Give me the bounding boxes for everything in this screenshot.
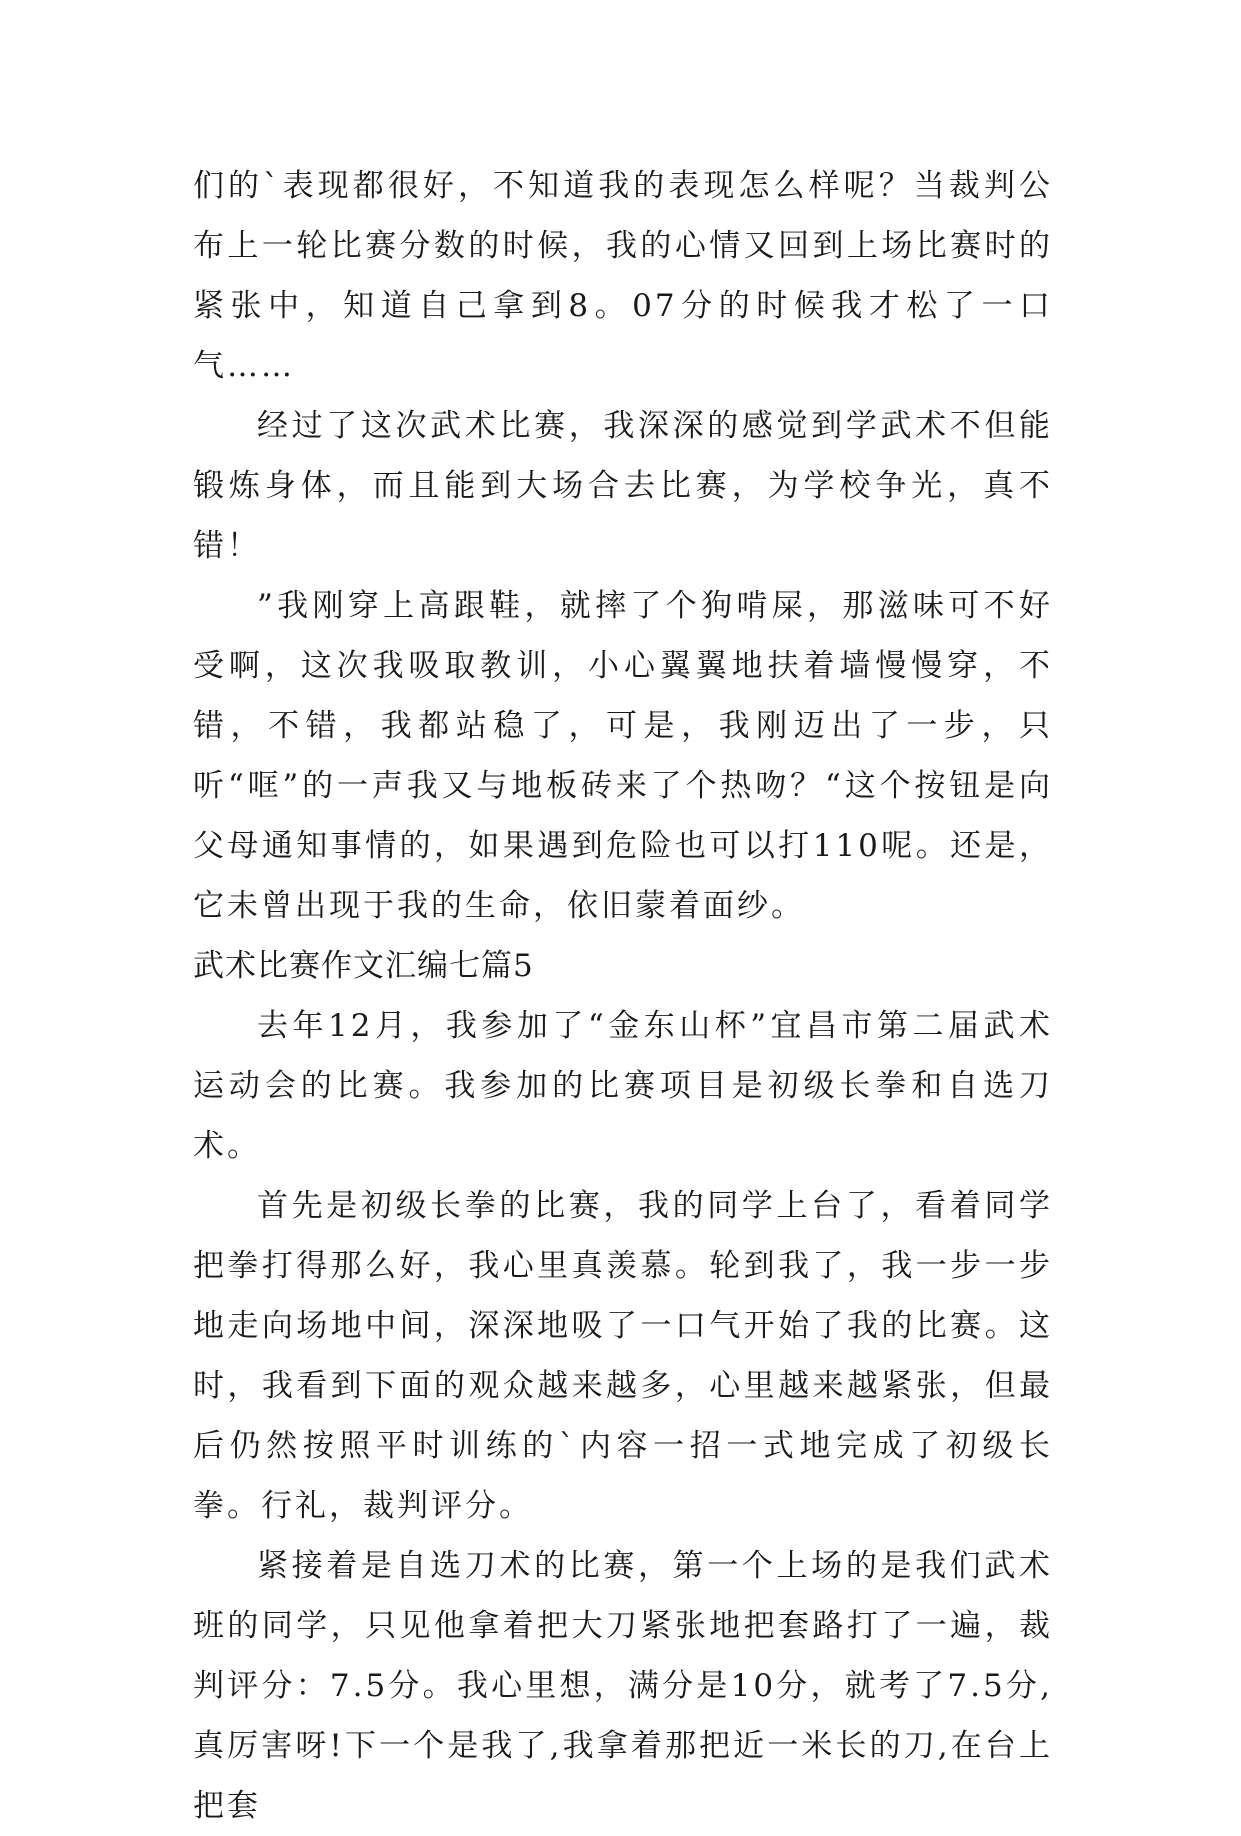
paragraph: 经过了这次武术比赛，我深深的感觉到学武术不但能锻炼身体，而且能到大场合去比赛，为学校争光，真不错！ — [193, 408, 1053, 564]
paragraph: 紧接着是自选刀术的比赛，第一个上场的是我们武术班的同学，只见他拿着把大刀紧张地把套路打了一遍，裁判评分：7.5分。我心里想，满分是10分，就考了7.5分,真厉害呀!下一个是我了,我拿着那把近一米长的刀,在台上把套 — [193, 1548, 1053, 1824]
paragraph: 去年12月，我参加了“金东山杯”宜昌市第二届武术运动会的比赛。我参加的比赛项目是初级长拳和自选刀术。 — [193, 1008, 1053, 1164]
paragraph: 首先是初级长拳的比赛，我的同学上台了，看着同学把拳打得那么好，我心里真羡慕。轮到我了，我一步一步地走向场地中间，深深地吸了一口气开始了我的比赛。这时，我看到下面的观众越来越多，心里越来越紧张，但最后仍然按照平时训练的`内容一招一式地完成了初级长拳。行礼，裁判评分。 — [193, 1188, 1053, 1524]
document-body — [193, 156, 1053, 1836]
paragraph: ”我刚穿上高跟鞋，就摔了个狗啃屎，那滋味可不好受啊，这次我吸取教训，小心翼翼地扶着墙慢慢穿，不错，不错，我都站稳了，可是，我刚迈出了一步，只听“哐”的一声我又与地板砖来了个热吻？“这个按钮是向父母通知事情的，如果遇到危险也可以打110呢。还是，它未曾出现于我的生命，依旧蒙着面纱。 — [193, 588, 1053, 924]
paragraph-continuation: 们的`表现都很好，不知道我的表现怎么样呢？当裁判公布上一轮比赛分数的时候，我的心情又回到上场比赛时的紧张中，知道自己拿到8。07分的时候我才松了一口气…… — [193, 168, 1053, 384]
section-heading: 武术比赛作文汇编七篇5 — [193, 948, 534, 984]
